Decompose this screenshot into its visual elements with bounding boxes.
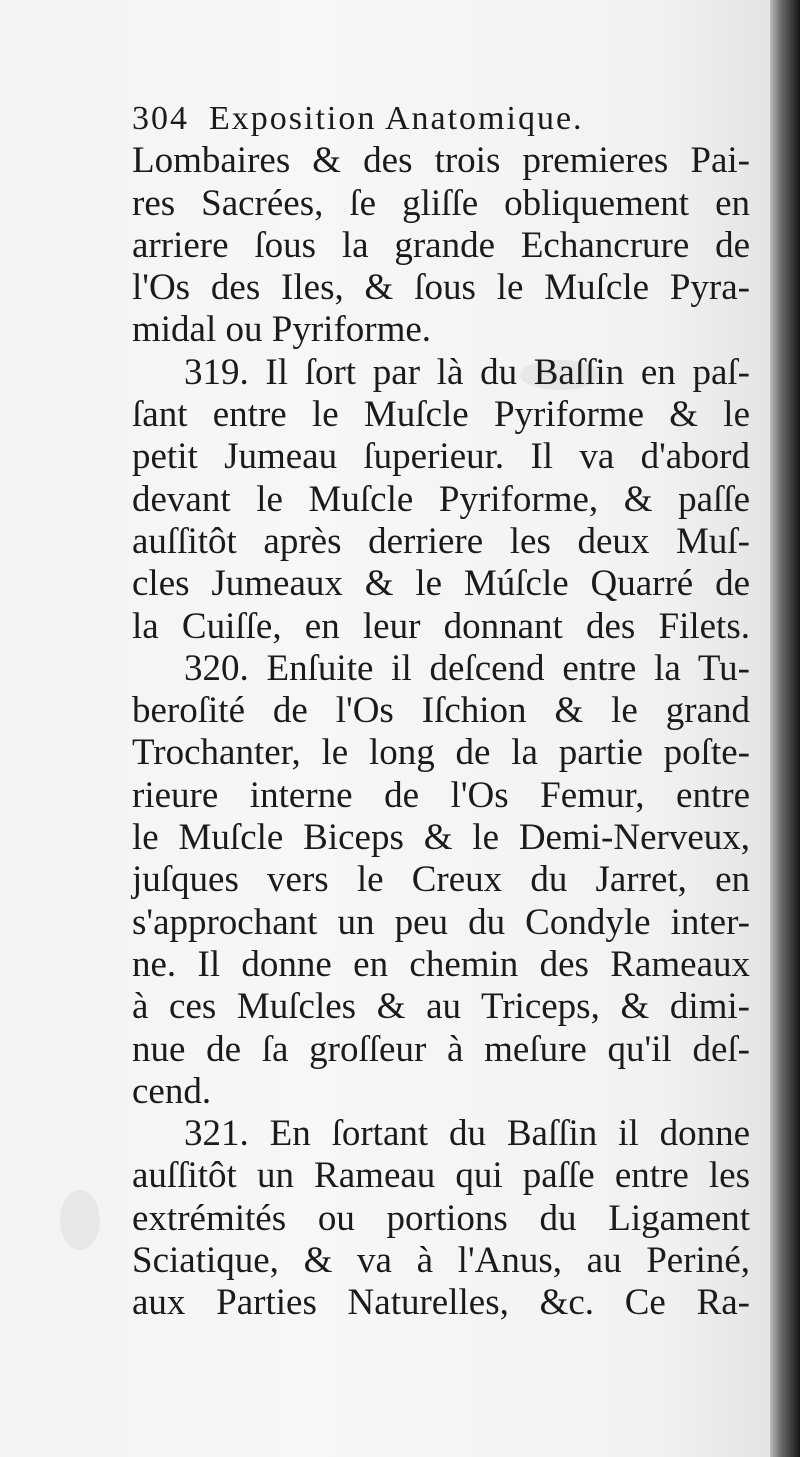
text-line: devant le Muſcle Pyriforme, & paſſe bbox=[132, 478, 750, 520]
text-line: cend. bbox=[132, 1070, 212, 1112]
text-line: auſſitôt un Rameau qui paſſe entre les bbox=[132, 1155, 750, 1197]
text-line: Sciatique, & va à l'Anus, au Periné, bbox=[132, 1240, 750, 1282]
text-line: petit Jumeau ſuperieur. Il va d'abord bbox=[132, 436, 750, 478]
text-line: à ces Muſcles & au Triceps, & dimi- bbox=[132, 986, 750, 1028]
text-line: 321. En ſortant du Baſſin il donne bbox=[184, 1113, 750, 1155]
text-line: cles Jumeaux & le Múſcle Quarré de bbox=[132, 563, 750, 605]
running-header bbox=[132, 98, 750, 140]
text-line: le Muſcle Biceps & le Demi-Nerveux, bbox=[132, 817, 750, 859]
body-text bbox=[132, 140, 750, 1324]
text-line: midal ou Pyriforme. bbox=[132, 309, 432, 351]
running-title: Exposition Anatomique. bbox=[209, 100, 584, 137]
paper-stain bbox=[60, 1190, 100, 1250]
text-line: l'Os des Iles, & ſous le Muſcle Pyra- bbox=[132, 267, 750, 309]
text-line: res Sacrées, ſe gliſſe obliquement en bbox=[132, 182, 750, 224]
text-line: beroſité de l'Os Iſchion & le grand bbox=[132, 690, 750, 732]
text-line: rieure interne de l'Os Femur, entre bbox=[132, 774, 750, 816]
text-line: auſſitôt après derriere les deux Muſ- bbox=[132, 520, 750, 562]
text-line: s'approchant un peu du Condyle inter- bbox=[132, 901, 750, 943]
text-line: Lombaires & des trois premieres Pai- bbox=[132, 140, 750, 182]
text-line: extrémités ou portions du Ligament bbox=[132, 1197, 750, 1239]
page-text bbox=[132, 98, 750, 1325]
text-line: 319. Il ſort par là du Baſſin en paſ- bbox=[184, 351, 750, 393]
text-line: juſques vers le Creux du Jarret, en bbox=[132, 859, 750, 901]
text-line: 320. Enſuite il deſcend entre la Tu- bbox=[184, 647, 750, 689]
page-number: 304 bbox=[132, 100, 189, 137]
text-line: ſant entre le Muſcle Pyriforme & le bbox=[132, 394, 750, 436]
page-edge-shadow bbox=[770, 0, 800, 1457]
text-line: arriere ſous la grande Echancrure de bbox=[132, 224, 750, 266]
text-line: ne. Il donne en chemin des Rameaux bbox=[132, 943, 750, 985]
text-line: la Cuiſſe, en leur donnant des Filets. bbox=[132, 605, 750, 647]
text-line: nue de ſa groſſeur à meſure qu'il deſ- bbox=[132, 1028, 750, 1070]
text-line: Trochanter, le long de la partie poſte- bbox=[132, 732, 750, 774]
text-line: aux Parties Naturelles, &c. Ce Ra- bbox=[132, 1282, 750, 1324]
